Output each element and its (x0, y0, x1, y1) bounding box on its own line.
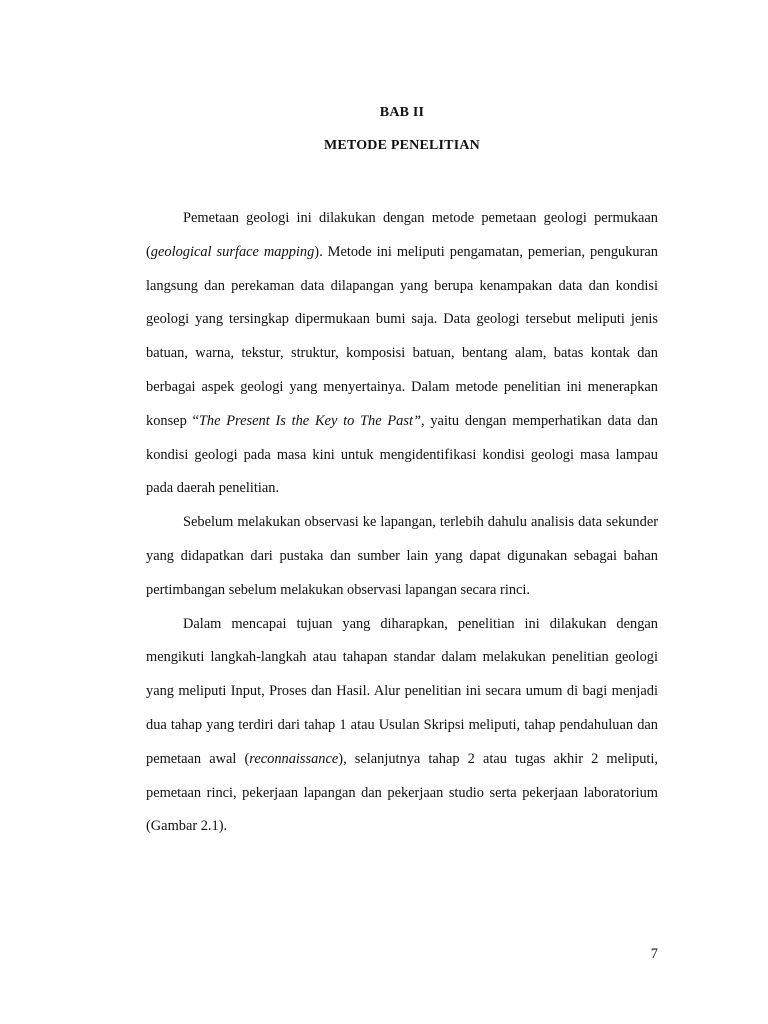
term-reconnaissance: reconnaissance (249, 750, 339, 767)
quote-present-is-key: The Present Is the Key to The Past”, (198, 412, 425, 429)
paragraph-1-part-3: ). Metode ini meliputi pengamatan, pemerian, pengukuran langsung dan perekaman data dilapangan yang berupa kenampakan data dan kondisi geologi yang tersingkap dipermukaan bumi saja. Data geologi tersebut meliputi jenis batuan, warna, tekstur, struktur, komposisi batuan, bentang alam, batas kontak dan berbagai aspek geologi yang menyertainya. Dalam metode penelitian ini menerapkan konsep “ (146, 243, 658, 429)
paragraph-1-part-1: Pemetaan geologi ini dilakukan dengan metode pemetaan geologi permukaan ( (146, 210, 658, 260)
paragraph-3-part-1: Dalam mencapai tujuan yang diharapkan, penelitian ini dilakukan dengan mengikuti langkah-langkah atau tahapan standar dalam melakukan penelitian geologi yang meliputi Input, Proses dan Hasil. Alur penelitian ini secara umum di bagi menjadi dua tahap yang terdiri dari tahap 1 atau Usulan Skripsi meliputi, tahap pendahuluan dan pemetaan awal ( (146, 615, 658, 767)
paragraph-2-part-1: Sebelum melakukan observasi ke lapangan, terlebih dahulu analisis data sekunder yang didapatkan dari pustaka dan sumber lain yang dapat digunakan sebagai bahan pertimbangan sebelum melakukan observasi lapangan secara rinci. (146, 514, 658, 598)
paragraph-2 (146, 506, 658, 607)
paragraph-1 (146, 202, 658, 506)
paragraph-3 (146, 608, 658, 845)
chapter-title: METODE PENELITIAN (323, 138, 480, 153)
term-geological-surface-mapping: geological surface mapping (150, 243, 315, 260)
paragraph-3-part-3: ), selanjutnya tahap 2 atau tugas akhir 2 meliputi, pemetaan rinci, pekerjaan lapangan dan pekerjaan studio serta pekerjaan laboratorium (Gambar 2.1). (146, 750, 658, 835)
page-number: 7 (650, 946, 658, 962)
chapter-heading: BAB II (379, 105, 425, 120)
body-text (146, 202, 658, 844)
paragraph-1-part-5: yaitu dengan memperhatikan data dan kondisi geologi pada masa kini untuk mengidentifikasi kondisi geologi masa lampau pada daerah penelitian. (146, 412, 658, 497)
